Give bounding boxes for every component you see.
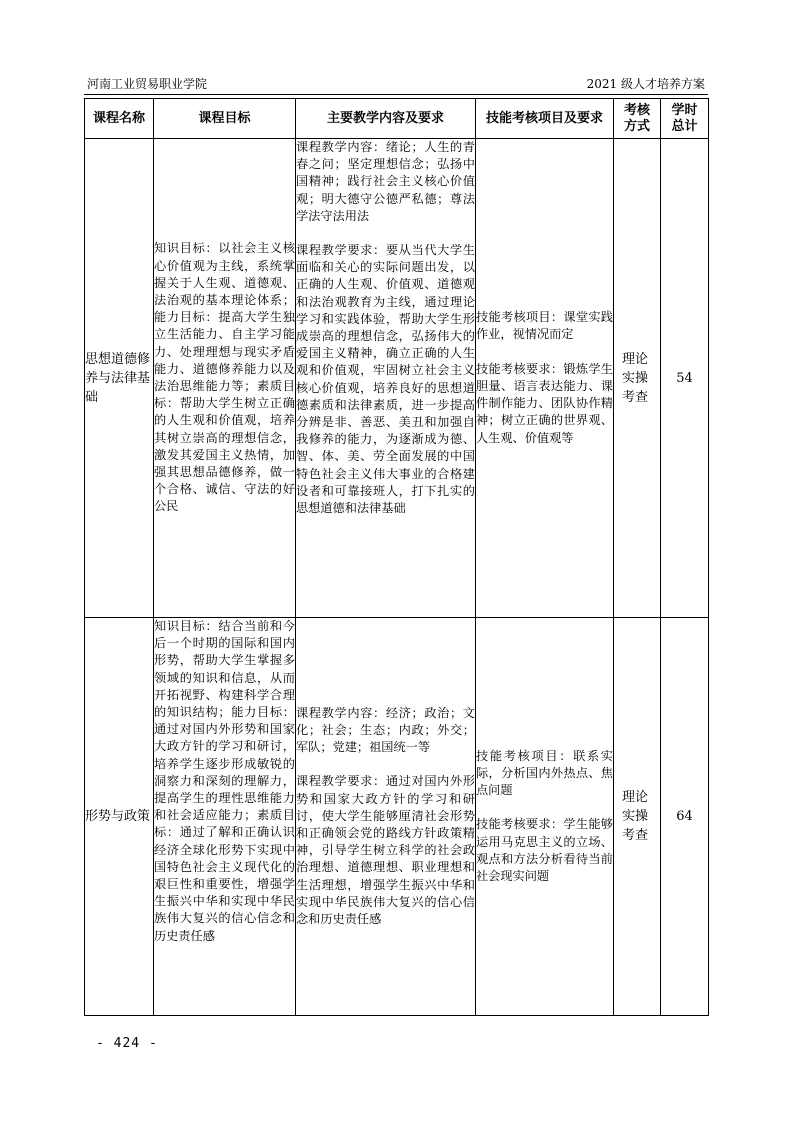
assess-cell <box>614 139 661 618</box>
paragraph-gap <box>476 799 613 816</box>
assess-text: 理论实操考查 <box>622 790 649 843</box>
page-number: - 424 - <box>96 1036 158 1051</box>
curriculum-table <box>84 98 709 1016</box>
col-header-skills: 技能考核项目及要求 <box>476 99 614 139</box>
paragraph-gap <box>476 344 613 361</box>
assess-cell <box>614 618 661 1016</box>
hours-cell: 64 <box>661 618 709 1016</box>
course-name-cell: 形势与政策 <box>85 618 154 1016</box>
page-header <box>84 73 708 91</box>
skills-cell <box>476 139 614 618</box>
content-cell <box>296 618 476 1016</box>
paragraph-gap <box>296 225 475 242</box>
hours-header-text: 学时总计 <box>671 102 698 134</box>
content-intro: 课程教学内容：经济；政治；文化；社会；生态；内政；外交；军队；党建；祖国统一等 <box>296 705 475 755</box>
table-row <box>85 618 709 1016</box>
skill-requirements: 技能考核要求：学生能够运用马克思主义的立场、观点和方法分析看待当前社会现实问题 <box>476 817 613 883</box>
col-header-hours <box>661 99 709 139</box>
table-row <box>85 139 709 618</box>
assess-header-text: 考核方式 <box>623 102 650 134</box>
skills-cell <box>476 618 614 1016</box>
skill-requirements: 技能考核要求：锻炼学生胆量、语言表达能力、课件制作能力、团队协作精神；树立正确的世界观、人生观、价值观等 <box>476 361 613 445</box>
paragraph-gap <box>296 756 475 773</box>
content-cell <box>296 139 476 618</box>
col-header-content: 主要教学内容及要求 <box>296 99 476 139</box>
course-name-cell: 思想道德修养与法律基础 <box>85 139 154 618</box>
plan-title: 2021 级人才培养方案 <box>586 77 705 91</box>
header-rule <box>84 94 708 95</box>
skill-items: 技能考核项目：联系实际，分析国内外热点、焦点问题 <box>476 748 613 798</box>
col-header-course-goal: 课程目标 <box>154 99 296 139</box>
table-header-row <box>85 99 709 139</box>
course-goal-cell: 知识目标：以社会主义核心价值观为主线，系统掌握关于人生观、道德观、法治观的基本理论体系；能力目标：提高大学生独立生活能力、自主学习能力、处理理想与现实矛盾能力、道德修养能力以及法治思维能力等；素质目标：帮助大学生树立正确的人生观和价值观，培养其树立崇高的理想信念，激发其爱国主义热情，加强其思想品德修养，做一个合格、诚信、守法的好公民 <box>154 139 296 618</box>
col-header-assess <box>614 99 661 139</box>
col-header-course-name: 课程名称 <box>85 99 154 139</box>
course-goal-cell: 知识目标：结合当前和今后一个时期的国际和国内形势，帮助大学生掌握多领域的知识和信息，从而开拓视野、构建科学合理的知识结构；能力目标：通过对国内外形势和国家大政方针的学习和研讨，培养学生逐步形成敏锐的洞察力和深刻的理解力，提高学生的理性思维能力和社会适应能力；素质目标：通过了解和正确认识经济全球化形势下实现中国特色社会主义现代化的艰巨性和重要性，增强学生振兴中华和实现中华民族伟大复兴的信心信念和历史责任感 <box>154 618 296 1016</box>
hours-cell: 54 <box>661 139 709 618</box>
assess-text: 理论实操考查 <box>622 351 649 405</box>
content-intro: 课程教学内容：绪论；人生的青春之问；坚定理想信念；弘扬中国精神；践行社会主义核心价值观；明大德守公德严私德；尊法学法守法用法 <box>296 140 475 223</box>
content-requirements: 课程教学要求：要从当代大学生面临和关心的实际问题出发，以正确的人生观、价值观、道德观和法治观教育为主线，通过理论学习和实践体验，帮助大学生形成崇高的理想信念，弘扬伟大的爱国主义精神，确立正确的人生观和价值观，牢固树立社会主义核心价值观，培养良好的思想道德素质和法律素质，进一步提高分辨是非、善恶、美丑和加强自我修养的能力，为逐渐成为德、智、体、美、劳全面发展的中国特色社会主义伟大事业的合格建设者和可靠接班人，打下扎实的思想道德和法律基础 <box>296 243 475 516</box>
skill-items: 技能考核项目：课堂实践作业，视情况而定 <box>476 310 613 342</box>
content-requirements: 课程教学要求：通过对国内外形势和国家大政方针的学习和研讨，使大学生能够厘清社会形势和正确领会党的路线方针政策精神，引导学生树立科学的社会政治理想、道德理想、职业理想和生活理想，增强学生振兴中华和实现中华民族伟大复兴的信心信念和历史责任感 <box>296 774 475 927</box>
school-name: 河南工业贸易职业学院 <box>87 77 208 91</box>
